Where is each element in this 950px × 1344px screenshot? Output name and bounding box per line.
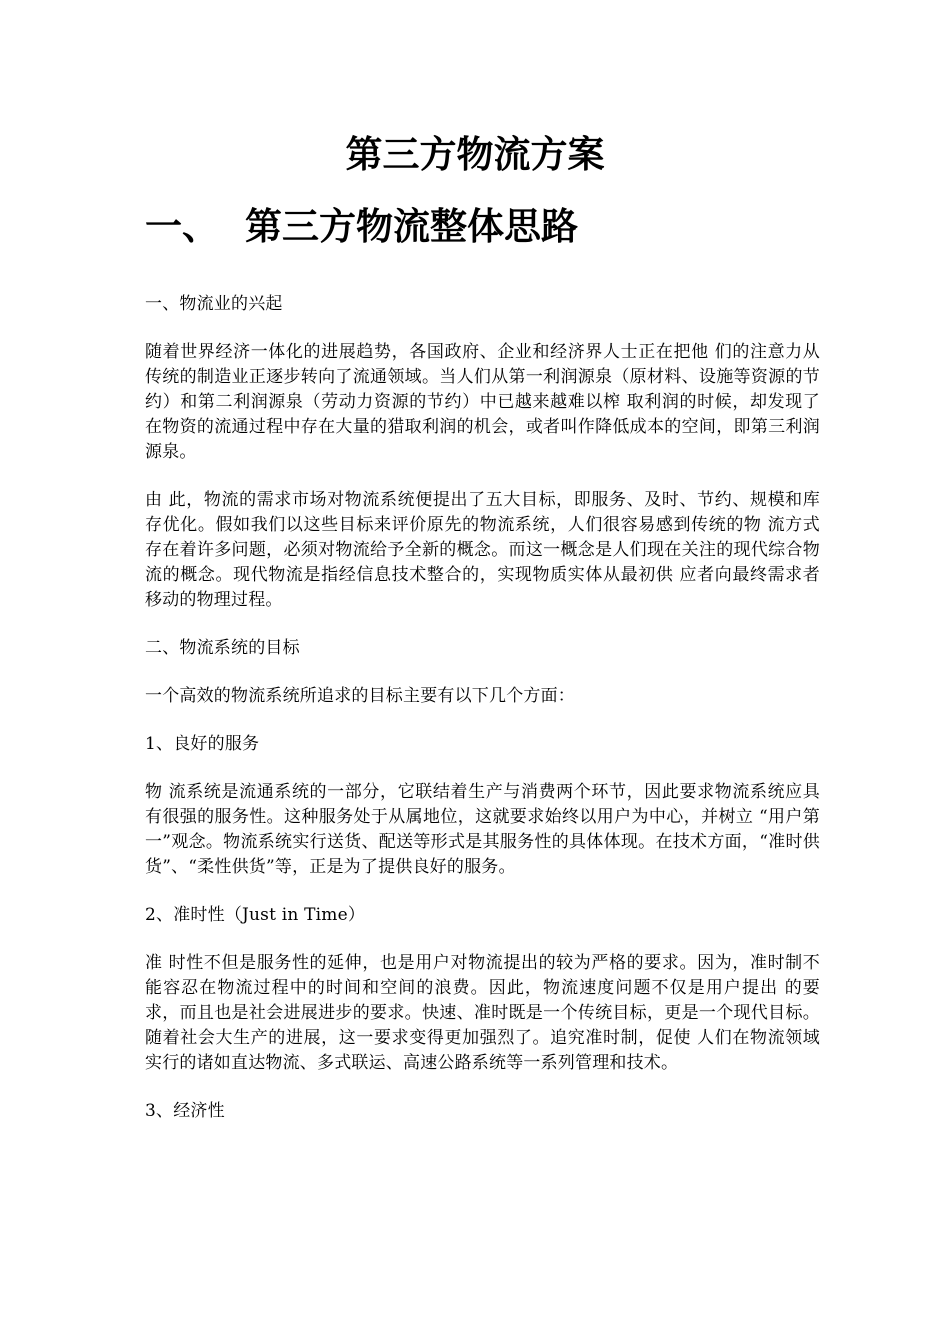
subheading-rise-of-logistics: 一、物流业的兴起 bbox=[145, 294, 283, 314]
section-heading bbox=[145, 200, 578, 252]
paragraph: 随着世界经济一体化的进展趋势，各国政府、企业和经济界人士正在把他 们的注意力从传统的制造业正逐步转向了流通领域。当人们从第一利润源泉（原材料、设施等资源的节约）和第二利润源泉（劳动力资源的节约）中已越来越难以榨 取利润的时候，却发现了在物资的流通过程中存在大量的猎取利润的机会，或者叫作降低成本的空间，即第三利润源泉。 bbox=[145, 342, 820, 462]
section-number: 一、 bbox=[145, 204, 219, 248]
subheading-good-service: 1、良好的服务 bbox=[145, 734, 260, 754]
paragraph: 物 流系统是流通系统的一部分，它联结着生产与消费两个环节，因此要求物流系统应具有很强的服务性。这种服务处于从属地位，这就要求始终以用户为中心，并树立 “用户第一”观念。物流系统实行送货、配送等形式是其服务性的具体体现。在技术方面，“准时供货”、“柔性供货”等，正是为了提供良好的服务。 bbox=[145, 782, 820, 877]
subheading-economy: 3、经济性 bbox=[145, 1101, 225, 1121]
paragraph: 一个高效的物流系统所追求的目标主要有以下几个方面： bbox=[145, 686, 575, 706]
document-title: 第三方物流方案 bbox=[345, 132, 605, 176]
paragraph: 准 时性不但是服务性的延伸，也是用户对物流提出的较为严格的要求。因为，准时制不能容忍在物流过程中的时间和空间的浪费。因此，物流速度问题不仅是用户提出 的要求，而且也是社会进展进步的要求。快速、准时既是一个传统目标，更是一个现代目标。随着社会大生产的进展，这一要求变得更加强烈了。追究准时制，促使 人们在物流领域实行的诸如直达物流、多式联运、高速公路系统等一系列管理和技术。 bbox=[145, 953, 820, 1073]
subheading-system-goals: 二、物流系统的目标 bbox=[145, 638, 300, 658]
paragraph: 由 此，物流的需求市场对物流系统便提出了五大目标，即服务、及时、节约、规模和库存优化。假如我们以这些目标来评价原先的物流系统，人们很容易感到传统的物 流方式存在着许多问题，必须对物流给予全新的概念。而这一概念是人们现在关注的现代综合物流的概念。现代物流是指经信息技术整合的，实现物质实体从最初供 应者向最终需求者移动的物理过程。 bbox=[145, 490, 820, 610]
section-title: 第三方物流整体思路 bbox=[245, 204, 578, 248]
subheading-just-in-time: 2、准时性（Just in Time） bbox=[145, 905, 366, 925]
document-body bbox=[145, 292, 820, 1147]
